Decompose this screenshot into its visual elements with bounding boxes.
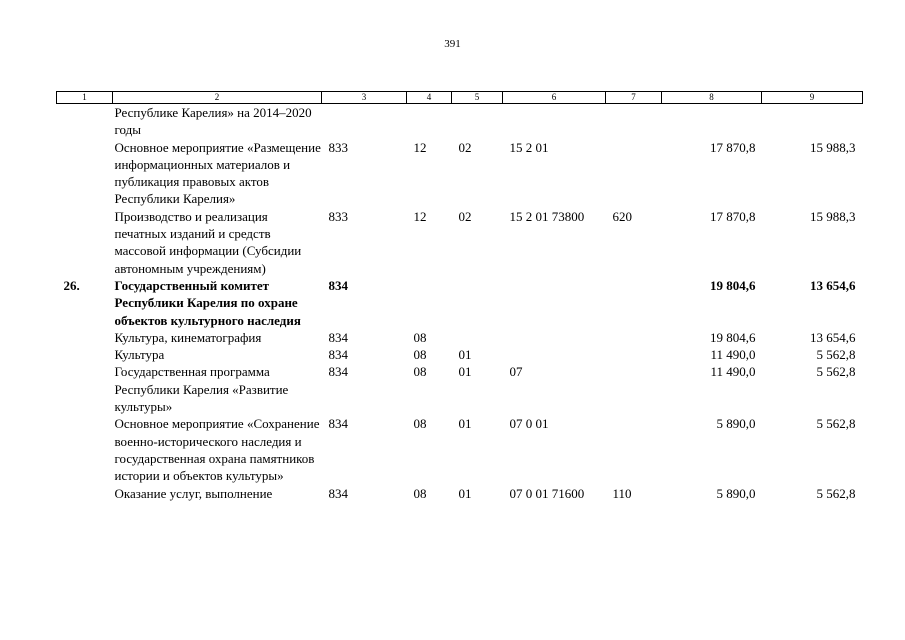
- cell-target-article: 07 0 01 71600: [509, 485, 585, 501]
- cell-subsection: 02: [458, 139, 472, 155]
- column-header: 3: [322, 92, 407, 104]
- cell-target-article: [503, 104, 606, 139]
- cell-target-article: [503, 346, 606, 363]
- cell-expense-type: 110: [612, 485, 632, 501]
- cell-expense-type: [606, 104, 662, 139]
- cell-target-article: 15 2 01 73800: [509, 208, 585, 224]
- cell-ministry-code: 834: [328, 364, 348, 380]
- cell-expense-type: 620: [612, 208, 632, 224]
- column-header: 4: [407, 92, 452, 104]
- cell-amount-executed: 5 562,8: [816, 347, 856, 363]
- column-header: 5: [452, 92, 503, 104]
- cell-section: 12: [413, 139, 427, 155]
- cell-subsection: [452, 104, 503, 139]
- cell-expense-type: [606, 415, 662, 484]
- cell-item-name: Государственная программа Республики Карелия «Развитие культуры»: [114, 364, 289, 415]
- cell-section: [407, 104, 452, 139]
- cell-amount-executed: [762, 104, 863, 139]
- column-header: 8: [662, 92, 762, 104]
- cell-subsection: 01: [458, 347, 472, 363]
- cell-ministry-code: [322, 104, 407, 139]
- cell-section: [407, 277, 452, 329]
- cell-subsection: 01: [458, 364, 472, 380]
- cell-ministry-code: 834: [328, 485, 348, 501]
- cell-row-number: [57, 485, 113, 502]
- column-header: 9: [762, 92, 863, 104]
- column-header: 2: [113, 92, 322, 104]
- cell-amount-planned: 5 890,0: [716, 485, 756, 501]
- cell-row-number: [57, 346, 113, 363]
- column-header: 7: [606, 92, 662, 104]
- cell-section: 08: [413, 416, 427, 432]
- cell-amount-executed: 13 654,6: [810, 277, 856, 293]
- cell-ministry-code: 834: [328, 329, 348, 345]
- cell-amount-planned: 5 890,0: [716, 416, 756, 432]
- cell-section: 12: [413, 208, 427, 224]
- page-number: 391: [444, 38, 461, 50]
- table-row: [57, 329, 863, 346]
- cell-section: 08: [413, 364, 427, 380]
- cell-section: 08: [413, 485, 427, 501]
- header-row: [57, 92, 863, 104]
- cell-row-number: [57, 329, 113, 346]
- cell-amount-executed: 5 562,8: [816, 364, 856, 380]
- cell-item-name: Основное мероприятие «Сохранение военно-исторического наследия и государственная охрана памятников истории и объектов культуры»: [114, 416, 320, 484]
- cell-expense-type: [606, 139, 662, 208]
- cell-amount-planned: 17 870,8: [710, 139, 756, 155]
- cell-row-number: [57, 363, 113, 415]
- table-row: [57, 485, 863, 502]
- table-row: [57, 277, 863, 329]
- cell-subsection: 01: [458, 485, 472, 501]
- cell-ministry-code: 833: [328, 208, 348, 224]
- cell-amount-executed: 5 562,8: [816, 416, 856, 432]
- cell-subsection: [452, 329, 503, 346]
- cell-target-article: [503, 329, 606, 346]
- cell-expense-type: [606, 363, 662, 415]
- cell-expense-type: [606, 346, 662, 363]
- cell-row-number: [57, 104, 113, 139]
- cell-row-number: [57, 208, 113, 277]
- cell-subsection: [452, 277, 503, 329]
- cell-row-number: [57, 139, 113, 208]
- cell-expense-type: [606, 329, 662, 346]
- cell-amount-executed: 5 562,8: [816, 485, 856, 501]
- cell-amount-executed: 13 654,6: [810, 329, 856, 345]
- cell-amount-planned: [662, 104, 762, 139]
- cell-item-name: Оказание услуг, выполнение: [114, 485, 273, 501]
- cell-ministry-code: 834: [328, 347, 348, 363]
- table-row: [57, 346, 863, 363]
- column-header: 1: [57, 92, 113, 104]
- cell-section: 08: [413, 347, 427, 363]
- cell-subsection: 02: [458, 208, 472, 224]
- table-row: [57, 363, 863, 415]
- cell-ministry-code: 834: [328, 277, 348, 293]
- cell-item-name: Культура, кинематография: [114, 329, 262, 345]
- table-row: [57, 139, 863, 208]
- cell-ministry-code: 834: [328, 416, 348, 432]
- cell-amount-planned: 11 490,0: [710, 347, 756, 363]
- cell-section: 08: [413, 329, 427, 345]
- cell-item-name: Государственный комитет Республики Карелия по охране объектов культурного наследия: [114, 277, 301, 328]
- cell-target-article: 07: [509, 364, 523, 380]
- cell-target-article: 07 0 01: [509, 416, 549, 432]
- cell-row-number: [57, 415, 113, 484]
- cell-target-article: [503, 277, 606, 329]
- cell-amount-planned: 17 870,8: [710, 208, 756, 224]
- cell-item-name: Республике Карелия» на 2014–2020 годы: [114, 105, 312, 138]
- table-row: [57, 208, 863, 277]
- cell-amount-executed: 15 988,3: [810, 208, 856, 224]
- cell-item-name: Культура: [114, 347, 165, 363]
- budget-table: [56, 91, 863, 502]
- cell-amount-planned: 19 804,6: [710, 277, 756, 293]
- cell-amount-planned: 19 804,6: [710, 329, 756, 345]
- cell-subsection: 01: [458, 416, 472, 432]
- cell-target-article: 15 2 01: [509, 139, 549, 155]
- cell-amount-planned: 11 490,0: [710, 364, 756, 380]
- cell-row-number: 26.: [63, 277, 80, 293]
- table-body: [57, 104, 863, 502]
- cell-expense-type: [606, 277, 662, 329]
- column-header: 6: [503, 92, 606, 104]
- table-row: [57, 104, 863, 139]
- cell-item-name: Основное мероприятие «Размещение информационных материалов и публикация правовых актов Республики Карелия»: [114, 139, 321, 207]
- cell-amount-executed: 15 988,3: [810, 139, 856, 155]
- table-row: [57, 415, 863, 484]
- cell-ministry-code: 833: [328, 139, 348, 155]
- cell-item-name: Производство и реализация печатных изданий и средств массовой информации (Субсидии автономным учреждениям): [114, 208, 302, 276]
